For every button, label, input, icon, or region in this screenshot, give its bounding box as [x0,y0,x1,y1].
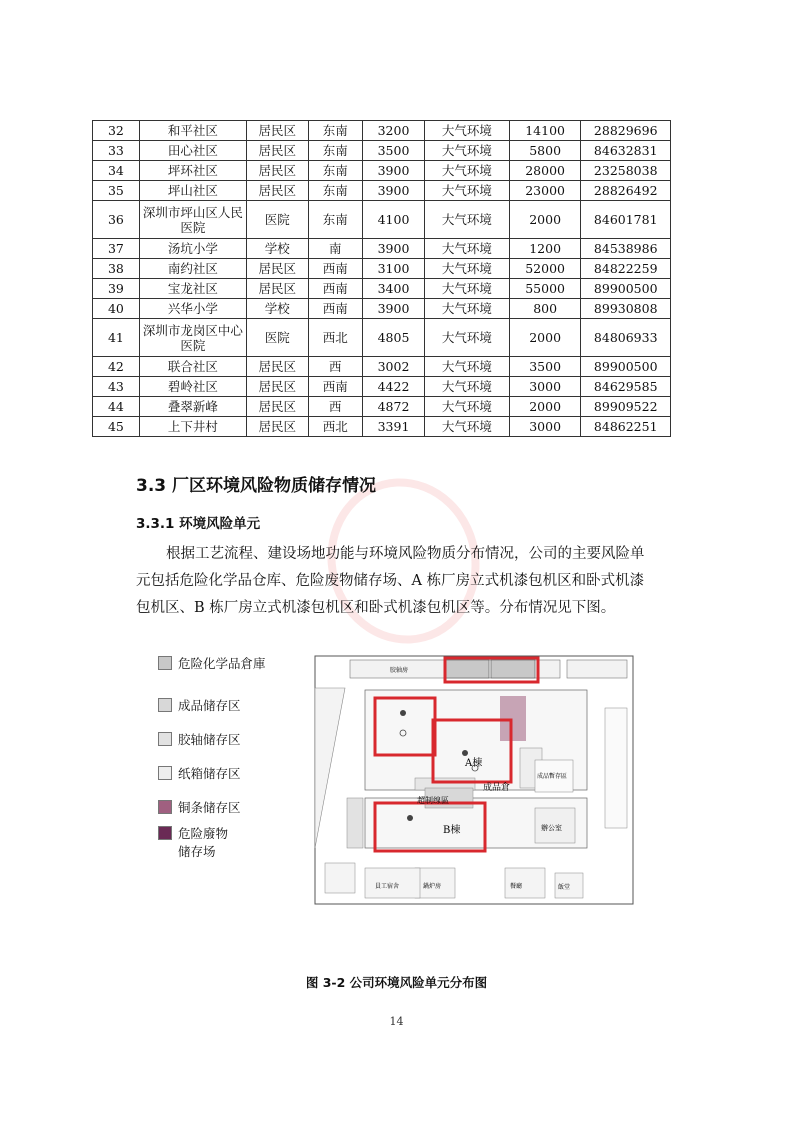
table-cell: 居民区 [246,357,308,377]
legend-glue-shaft: 胶轴储存区 [158,730,241,748]
table-cell: 4805 [363,319,425,357]
table-cell: 居民区 [246,259,308,279]
table-row [93,121,671,141]
table-row [93,397,671,417]
table-cell: 居民区 [246,279,308,299]
body-paragraph [136,541,664,622]
table-cell: 大气环境 [424,201,509,239]
table-cell: 40 [93,299,140,319]
table-cell: 居民区 [246,161,308,181]
paragraph-line-3: 包机区、B 栋厂房立式机漆包机区和卧式机漆包机区等。分布情况见下图。 [136,600,616,616]
table-cell: 东南 [308,161,362,181]
table-cell: 34 [93,161,140,181]
table-cell: 2000 [509,397,581,417]
table-cell: 西北 [308,319,362,357]
paragraph-line-1: 根据工艺流程、建设场地功能与环境风险物质分布情况，公司的主要风险单 [166,546,645,562]
table-row [93,239,671,259]
table-row [93,357,671,377]
table-cell: 上下井村 [139,417,246,437]
table-cell: 居民区 [246,417,308,437]
table-cell: 89900500 [581,279,671,299]
table-cell: 42 [93,357,140,377]
page-number: 14 [389,1015,404,1028]
table-cell: 大气环境 [424,259,509,279]
table-cell: 西南 [308,279,362,299]
table-cell: 大气环境 [424,357,509,377]
table-cell: 东南 [308,181,362,201]
table-cell: 3900 [363,239,425,259]
table-cell: 居民区 [246,397,308,417]
map-label-glue-room: 胶轴房 [390,667,409,674]
table-cell: 3900 [363,299,425,319]
table-cell: 28000 [509,161,581,181]
table-cell: 45 [93,417,140,437]
table-cell: 4100 [363,201,425,239]
table-cell: 学校 [246,299,308,319]
table-cell: 33 [93,141,140,161]
table-cell: 23258038 [581,161,671,181]
table-row [93,417,671,437]
legend-swatch [158,732,172,746]
table-cell: 38 [93,259,140,279]
table-cell: 大气环境 [424,161,509,181]
table-cell: 14100 [509,121,581,141]
table-cell: 宝龙社区 [139,279,246,299]
map-label-super-enamel: 超制缐區 [417,796,449,805]
table-cell: 36 [93,201,140,239]
legend-copper: 铜条储存区 [158,798,241,816]
table-row [93,377,671,397]
paragraph-line-2: 元包括危险化学品仓库、危险废物储存场、A 栋厂房立式机漆包机区和卧式机漆 [136,573,645,589]
table-cell: 大气环境 [424,397,509,417]
table-cell: 居民区 [246,377,308,397]
table-cell: 大气环境 [424,181,509,201]
table-cell: 东南 [308,201,362,239]
table-cell: 居民区 [246,141,308,161]
table-cell: 西 [308,357,362,377]
table-cell: 和平社区 [139,121,246,141]
table-cell: 3391 [363,417,425,437]
table-row [93,161,671,181]
table-cell: 39 [93,279,140,299]
legend-carton: 纸箱储存区 [158,764,241,782]
table-row [93,299,671,319]
sensitive-targets-table [92,120,671,437]
table-cell: 1200 [509,239,581,259]
table-cell: 3500 [363,141,425,161]
site-plan-map [305,648,638,910]
map-label-building-a: A棟 [465,758,483,769]
table-row [93,181,671,201]
map-label-office: 辦公室 [541,824,562,832]
legend-hazardous-waste: 危险廢物储存场 [158,824,238,860]
table-cell: 兴华小学 [139,299,246,319]
table-cell: 84862251 [581,417,671,437]
map-label-finished-goods: 成品倉 [483,783,511,793]
map-label-boiler: 鍋炉房 [423,883,442,890]
table-cell: 2000 [509,319,581,357]
table-cell: 3002 [363,357,425,377]
table-cell: 89909522 [581,397,671,417]
legend-swatch [158,698,172,712]
table-cell: 43 [93,377,140,397]
table-row [93,259,671,279]
table-cell: 28829696 [581,121,671,141]
table-cell: 89930808 [581,299,671,319]
table-cell: 2000 [509,201,581,239]
table-cell: 医院 [246,201,308,239]
table-cell: 西南 [308,259,362,279]
table-row [93,279,671,299]
table-cell: 坪山社区 [139,181,246,201]
table-cell: 84806933 [581,319,671,357]
figure-caption: 图 3-2 公司环境风险单元分布图 [305,975,488,990]
site-plan-figure [158,648,638,910]
table-cell: 84538986 [581,239,671,259]
table-row [93,319,671,357]
map-label-building-b: B棟 [443,825,461,836]
table-cell: 800 [509,299,581,319]
table-cell: 89900500 [581,357,671,377]
table-cell: 23000 [509,181,581,201]
table-cell: 37 [93,239,140,259]
table-cell: 84629585 [581,377,671,397]
table-cell: 南约社区 [139,259,246,279]
table-cell: 学校 [246,239,308,259]
table-cell: 84601781 [581,201,671,239]
table-cell: 碧岭社区 [139,377,246,397]
table-cell: 3500 [509,357,581,377]
table-cell: 居民区 [246,181,308,201]
table-cell: 南 [308,239,362,259]
table-cell: 坪环社区 [139,161,246,181]
map-label-finished-storage: 成品暫存區 [537,773,568,780]
legend-swatch [158,656,172,670]
map-label-dorm: 員工宿舍 [375,883,400,890]
table-cell: 44 [93,397,140,417]
table-cell: 大气环境 [424,417,509,437]
table-cell: 西北 [308,417,362,437]
legend-swatch [158,826,172,840]
table-cell: 35 [93,181,140,201]
table-cell: 41 [93,319,140,357]
table-cell: 3000 [509,417,581,437]
table-cell: 深圳市坪山区人民医院 [139,201,246,239]
table-cell: 52000 [509,259,581,279]
map-label-canteen: 餐廳 [510,883,523,890]
table-cell: 3400 [363,279,425,299]
table-cell: 大气环境 [424,239,509,259]
table-cell: 大气环境 [424,319,509,357]
legend-finished-goods: 成品储存区 [158,696,241,714]
subsection-heading: 3.3.1 环境风险单元 [136,516,261,532]
table-cell: 28826492 [581,181,671,201]
table-cell: 3100 [363,259,425,279]
table-cell: 叠翠新峰 [139,397,246,417]
table-row [93,201,671,239]
table-cell: 55000 [509,279,581,299]
legend-hazardous-chemicals: 危险化学品倉庫 [158,654,266,672]
table-cell: 4872 [363,397,425,417]
table-cell: 32 [93,121,140,141]
table-cell: 3900 [363,181,425,201]
map-label-dinner-hall: 飯堂 [558,884,571,891]
table-cell: 田心社区 [139,141,246,161]
table-cell: 3900 [363,161,425,181]
table-cell: 4422 [363,377,425,397]
table-cell: 5800 [509,141,581,161]
table-cell: 联合社区 [139,357,246,377]
table-cell: 大气环境 [424,299,509,319]
table-cell: 大气环境 [424,141,509,161]
table-cell: 3000 [509,377,581,397]
legend-swatch [158,800,172,814]
table-cell: 东南 [308,121,362,141]
table-row [93,141,671,161]
table-cell: 西南 [308,377,362,397]
table-cell: 大气环境 [424,121,509,141]
table-cell: 居民区 [246,121,308,141]
table-cell: 84822259 [581,259,671,279]
table-cell: 东南 [308,141,362,161]
table-cell: 大气环境 [424,377,509,397]
table-cell: 医院 [246,319,308,357]
table-cell: 西 [308,397,362,417]
table-cell: 84632831 [581,141,671,161]
legend-swatch [158,766,172,780]
table-cell: 汤坑小学 [139,239,246,259]
table-cell: 西南 [308,299,362,319]
section-heading: 3.3 厂区环境风险物质储存情况 [136,476,377,496]
table-cell: 深圳市龙岗区中心医院 [139,319,246,357]
table-cell: 3200 [363,121,425,141]
table-cell: 大气环境 [424,279,509,299]
